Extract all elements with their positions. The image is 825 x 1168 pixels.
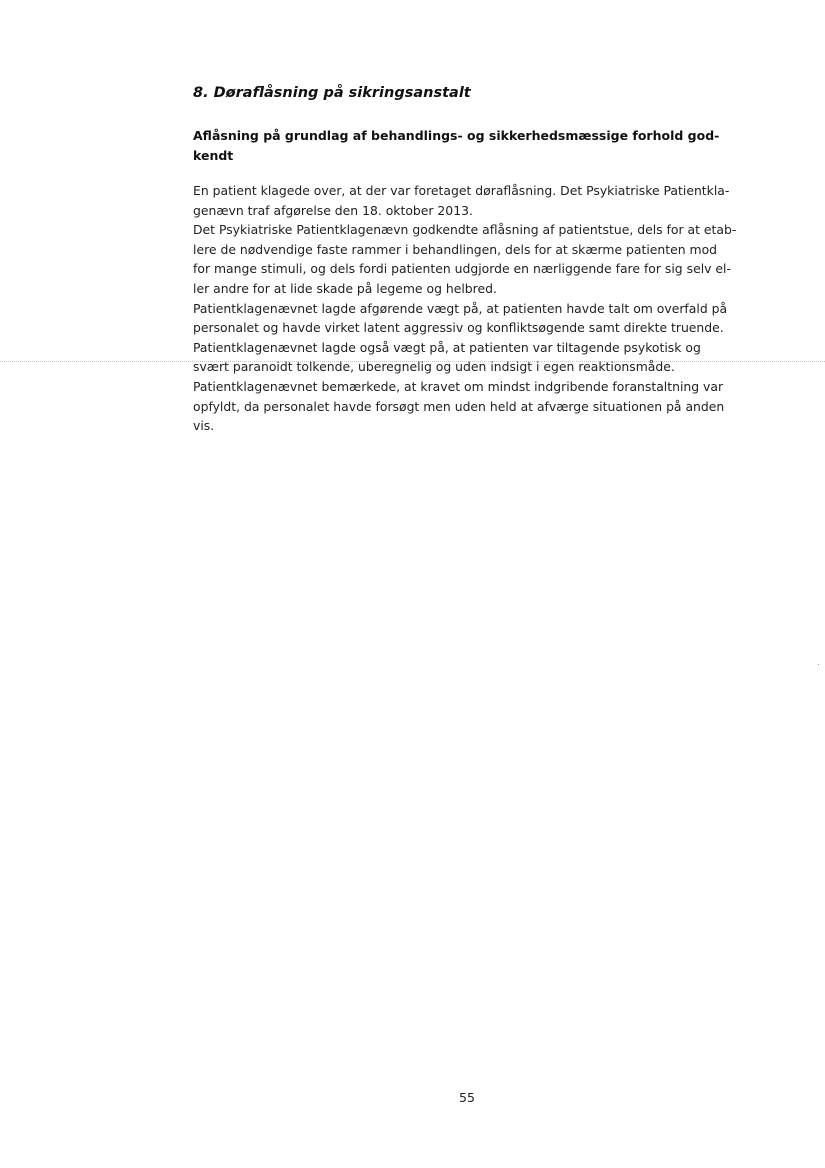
body-line: Patientklagenævnet lagde afgørende vægt på, at patienten havde talt om overfald på [193,300,728,316]
body-line: for mange stimuli, og dels fordi patienten udgjorde en nærliggende fare for sig selv el- [193,261,731,277]
page-number: 55 [459,1090,475,1105]
body-line: opfyldt, da personalet havde forsøgt men uden held at afværge situationen på anden [193,398,725,414]
section-title: 8. Døraflåsning på sikringsanstalt [193,85,471,101]
body-line: Det Psykiatriske Patientklagenævn godkendte aflåsning af patientstue, dels for at etab- [193,222,737,238]
body-line: genævn traf afgørelse den 18. oktober 2013. [193,202,473,218]
subheading-line: kendt [193,148,234,163]
subheading-line: Aflåsning på grundlag af behandlings- og sikkerhedsmæssige forhold god- [193,128,720,143]
body-line: vis. [193,418,215,434]
body-line: lere de nødvendige faste rammer i behandlingen, dels for at skærme patienten mod [193,241,718,257]
scan-artifact-dot [818,664,819,665]
section-subheading [193,126,733,166]
body-line: svært paranoidt tolkende, uberegnelig og uden indsigt i egen reaktionsmåde. [193,359,675,375]
body-line: Patientklagenævnet lagde også vægt på, at patienten var tiltagende psykotisk og [193,339,701,355]
body-line: ler andre for at lide skade på legeme og helbred. [193,280,497,296]
body-line: En patient klagede over, at der var foretaget døraflåsning. Det Psykiatriske Patientkla- [193,183,730,198]
body-paragraph [193,181,753,436]
body-line: Patientklagenævnet bemærkede, at kravet om mindst indgribende foranstaltning var [193,378,724,394]
body-line: personalet og havde virket latent aggressiv og konfliktsøgende samt direkte truende. [193,320,724,336]
